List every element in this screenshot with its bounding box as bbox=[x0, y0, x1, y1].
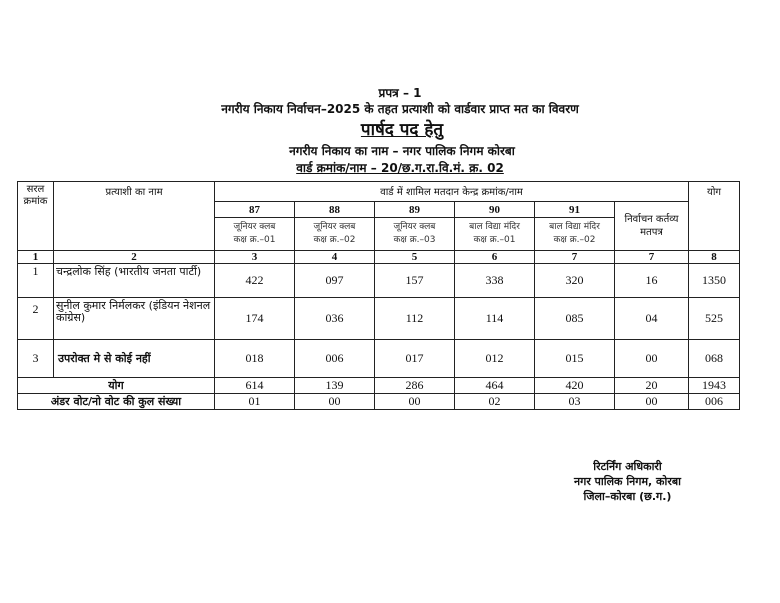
booth-name: जूनियर क्लब bbox=[393, 222, 436, 232]
booth-number: 89 bbox=[375, 202, 455, 218]
booth-number: 88 bbox=[295, 202, 375, 218]
booth-name-cell bbox=[455, 218, 535, 251]
index-cell: 8 bbox=[689, 251, 740, 264]
results-table bbox=[17, 181, 740, 410]
total-cell: 1350 bbox=[689, 264, 740, 298]
vote-cell: 085 bbox=[535, 298, 615, 340]
vote-cell: 00 bbox=[375, 394, 455, 410]
vote-cell: 174 bbox=[215, 298, 295, 340]
booth-room: कक्ष क्र.–01 bbox=[233, 235, 276, 245]
sno-cell: 1 bbox=[18, 264, 54, 298]
booth-name: जूनियर क्लब bbox=[233, 222, 276, 232]
postal-cell: 00 bbox=[615, 340, 689, 378]
total-row bbox=[18, 378, 740, 394]
postal-cell: 04 bbox=[615, 298, 689, 340]
total-cell: 068 bbox=[689, 340, 740, 378]
index-cell: 1 bbox=[18, 251, 54, 264]
vote-cell: 139 bbox=[295, 378, 375, 394]
total-row-label: योग bbox=[18, 378, 215, 394]
candidate-header: प्रत्याशी का नाम bbox=[54, 182, 215, 251]
total-header: योग bbox=[689, 182, 740, 251]
vote-cell: 018 bbox=[215, 340, 295, 378]
vote-cell: 02 bbox=[455, 394, 535, 410]
candidate-name: उपरोक्त मे से कोई नहीं bbox=[54, 340, 215, 378]
vote-cell: 286 bbox=[375, 378, 455, 394]
table-row bbox=[18, 264, 740, 298]
vote-cell: 420 bbox=[535, 378, 615, 394]
table-row bbox=[18, 340, 740, 378]
vote-cell: 338 bbox=[455, 264, 535, 298]
total-cell: 1943 bbox=[689, 378, 740, 394]
booth-name: जूनियर क्लब bbox=[313, 222, 356, 232]
undervote-row-label: अंडर वोट/नो वोट की कुल संख्या bbox=[18, 394, 215, 410]
index-cell: 7 bbox=[535, 251, 615, 264]
booth-name-cell bbox=[295, 218, 375, 251]
vote-cell: 00 bbox=[295, 394, 375, 410]
index-cell: 5 bbox=[375, 251, 455, 264]
document-title: नगरीय निकाय निर्वाचन–2025 के तहत प्रत्याशी को वार्डवार प्राप्त मत का विवरण bbox=[221, 102, 579, 116]
booth-number: 87 bbox=[215, 202, 295, 218]
vote-cell: 012 bbox=[455, 340, 535, 378]
postal-cell: 20 bbox=[615, 378, 689, 394]
ward-info: वार्ड क्रमांक/नाम – 20/छ.ग.रा.वि.मं. क्र. 02 bbox=[296, 161, 504, 175]
table-row bbox=[18, 298, 740, 340]
total-cell: 525 bbox=[689, 298, 740, 340]
postal-header: निर्वाचन कर्तव्य मतपत्र bbox=[615, 202, 689, 251]
booth-room: कक्ष क्र.–01 bbox=[473, 235, 516, 245]
vote-cell: 097 bbox=[295, 264, 375, 298]
form-number: प्रपत्र – 1 bbox=[378, 86, 422, 100]
signature-district: जिला–कोरबा (छ.ग.) bbox=[583, 490, 672, 503]
booth-number: 90 bbox=[455, 202, 535, 218]
index-cell: 6 bbox=[455, 251, 535, 264]
vote-cell: 036 bbox=[295, 298, 375, 340]
index-cell: 4 bbox=[295, 251, 375, 264]
sno-header: सरल क्रमांक bbox=[18, 182, 54, 251]
vote-cell: 01 bbox=[215, 394, 295, 410]
index-cell: 2 bbox=[54, 251, 215, 264]
vote-cell: 157 bbox=[375, 264, 455, 298]
vote-cell: 03 bbox=[535, 394, 615, 410]
vote-cell: 320 bbox=[535, 264, 615, 298]
total-cell: 006 bbox=[689, 394, 740, 410]
booth-name-cell bbox=[535, 218, 615, 251]
vote-cell: 614 bbox=[215, 378, 295, 394]
vote-cell: 015 bbox=[535, 340, 615, 378]
booth-name-cell bbox=[375, 218, 455, 251]
booth-room: कक्ष क्र.–02 bbox=[553, 235, 596, 245]
booth-name: बाल विद्या मंदिर bbox=[549, 222, 600, 232]
booth-name: बाल विद्या मंदिर bbox=[469, 222, 520, 232]
booth-name-cell bbox=[215, 218, 295, 251]
candidate-name: सुनील कुमार निर्मलकर (इंडियन नेशनल कांग्रेस) bbox=[54, 298, 215, 340]
vote-cell: 422 bbox=[215, 264, 295, 298]
undervote-row bbox=[18, 394, 740, 410]
candidate-name: चन्द्रलोक सिंह (भारतीय जनता पार्टी) bbox=[54, 264, 215, 298]
index-cell: 7 bbox=[615, 251, 689, 264]
vote-cell: 006 bbox=[295, 340, 375, 378]
signature-title: रिटर्निंग अधिकारी bbox=[593, 460, 662, 473]
index-cell: 3 bbox=[215, 251, 295, 264]
vote-cell: 112 bbox=[375, 298, 455, 340]
postal-cell: 00 bbox=[615, 394, 689, 410]
sno-cell: 2 bbox=[18, 298, 54, 340]
booth-room: कक्ष क्र.–03 bbox=[393, 235, 436, 245]
body-name: नगरीय निकाय का नाम – नगर पालिक निगम कोरबा bbox=[289, 144, 515, 158]
signature-office: नगर पालिक निगम, कोरबा bbox=[574, 475, 681, 488]
vote-cell: 464 bbox=[455, 378, 535, 394]
booth-number: 91 bbox=[535, 202, 615, 218]
post-heading: पार्षद पद हेतु bbox=[360, 120, 444, 140]
postal-cell: 16 bbox=[615, 264, 689, 298]
vote-cell: 017 bbox=[375, 340, 455, 378]
vote-cell: 114 bbox=[455, 298, 535, 340]
index-row bbox=[18, 251, 740, 264]
sno-cell: 3 bbox=[18, 340, 54, 378]
booths-group-header: वार्ड में शामिल मतदान केन्द्र क्रमांक/नाम bbox=[215, 182, 689, 202]
booth-room: कक्ष क्र.–02 bbox=[313, 235, 356, 245]
signature-block bbox=[560, 459, 695, 504]
